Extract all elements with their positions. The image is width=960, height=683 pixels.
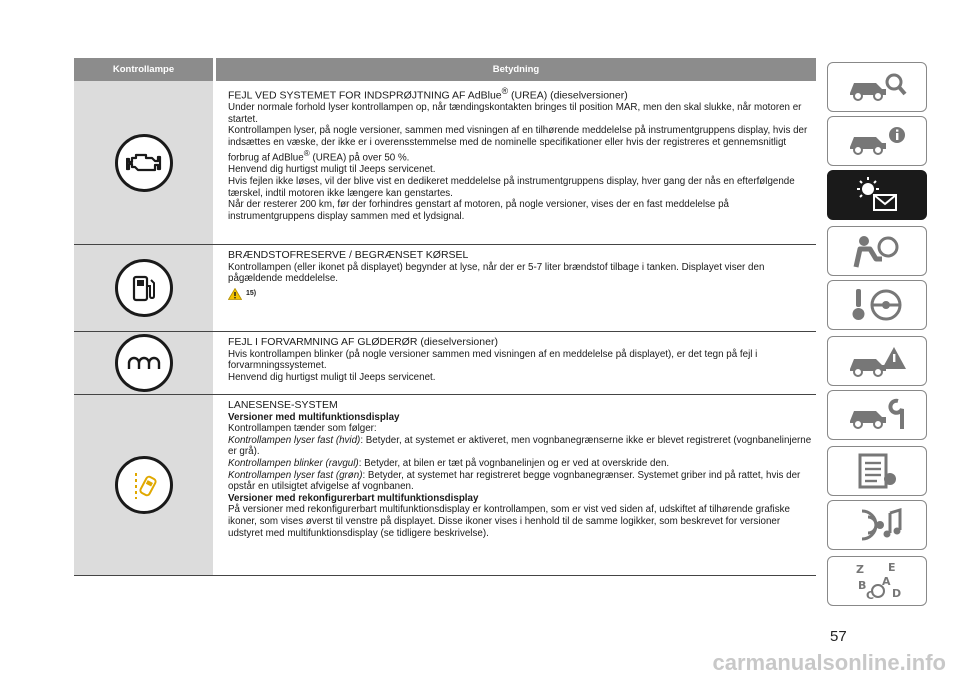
alphabet-index-icon (842, 559, 912, 603)
row-title: LANESENSE-SYSTEM (228, 399, 338, 411)
paragraph: Hvis fejlen ikke løses, vil der blive vist en dedikeret meddelelse på instrumentgruppens display, hver gang der nås en efterfølgende tærskel, indtil motoren ikke længere kan genstartes. (228, 175, 795, 199)
tab-car-info[interactable] (827, 116, 927, 166)
icon-cell (74, 81, 216, 244)
paragraph: Kontrollampen tænder som følger: (228, 423, 377, 435)
paragraph: Når der resterer 200 km, før der forhindres genstart af motoren, på nogle versioner, vises der en fast meddelelse på instrumentgruppens display sammen med et lydsignal. (228, 199, 729, 222)
svg-text:A: A (882, 575, 891, 588)
glow-plug-icon (115, 334, 173, 392)
paragraph: Hvis kontrollampen blinker (på nogle versioner sammen med visningen af en meddelelse på displayet), er det tegn på fejl i forvarmningssystemet. (228, 348, 758, 372)
description-cell (216, 245, 816, 331)
lane-sense-icon (115, 456, 173, 514)
list-item: Kontrollampen blinker (ravgul): Betyder, at bilen er tæt på vognbanelinjen og er ved at overskride den. (228, 457, 670, 469)
subheading: Versioner med rekonfigurerbart multifunktionsdisplay (228, 492, 479, 504)
paragraph: Henvend dig hurtigst muligt til Jeeps servicenet. (228, 164, 436, 176)
paragraph: Henvend dig hurtigst muligt til Jeeps servicenet. (228, 371, 436, 383)
warning-light-table (74, 58, 816, 576)
tab-emergency[interactable] (827, 336, 927, 386)
car-search-icon (842, 69, 912, 105)
description-cell (216, 332, 816, 394)
tab-multimedia[interactable] (827, 500, 927, 550)
header-betydning: Betydning (216, 58, 816, 81)
car-info-icon (842, 123, 912, 159)
tab-starting-driving[interactable] (827, 280, 927, 330)
tab-safety[interactable] (827, 226, 927, 276)
warning-triangle-icon (228, 288, 242, 300)
table-row (74, 81, 816, 245)
subheading: Versioner med multifunktionsdisplay (228, 411, 400, 423)
icon-cell (74, 395, 216, 575)
paragraph: Kontrollampen (eller ikonet på displayet) begynder at lyse, når der er 5-7 liter brændstof tilbage i tanken. Displayet viser den pågældende meddelelse. (228, 261, 765, 285)
tab-technical-data[interactable] (827, 446, 927, 496)
svg-text:Z: Z (856, 563, 864, 576)
car-crash-warning-icon (842, 341, 912, 381)
row-title: FEJL VED SYSTEMET FOR INDSPRØJTNING AF AdBlue® (UREA) (dieselversioner) (228, 86, 628, 102)
paragraph: Kontrollampen lyser, på nogle versioner, sammen med visningen af en tilhørende meddelelse på instrumentgruppens display, hvis der indsættes en væske, der ikke er i overensstemmelse med de nominelle specifikationer eller hvis der registreres et gennemsnitligt forbrug af AdBlue® (UREA) på over 50 %. (228, 125, 808, 164)
maintenance-list-icon (842, 451, 912, 491)
description-cell (216, 395, 816, 575)
tab-index[interactable] (827, 556, 927, 606)
airbag-person-icon (842, 231, 912, 271)
paragraph: Under normale forhold lyser kontrollampen op, når tændingskontakten bringes til position MAR, men den skal slukke, når motoren er startet. (228, 102, 802, 125)
table-row (74, 332, 816, 395)
table-row (74, 245, 816, 332)
car-wrench-icon (842, 395, 912, 435)
header-kontrollampe: Kontrollampe (74, 58, 216, 81)
svg-text:B: B (858, 579, 867, 592)
svg-text:E: E (888, 561, 896, 574)
description-cell (216, 81, 816, 244)
icon-cell (74, 332, 216, 394)
row-title: FEJL I FORVARMNING AF GLØDERØR (dieselversioner) (228, 336, 498, 348)
warning-light-message-icon (842, 175, 912, 215)
warning-ref-number: 15) (246, 289, 257, 297)
engine-icon (115, 134, 173, 192)
svg-text:C: C (866, 589, 875, 602)
warning-reference (228, 288, 256, 300)
tab-servicing[interactable] (827, 390, 927, 440)
row-title: BRÆNDSTOFRESERVE / BEGRÆNSET KØRSEL (228, 249, 469, 261)
page-number: 57 (830, 628, 847, 645)
table-row (74, 395, 816, 576)
table-header (74, 58, 816, 81)
svg-text:D: D (892, 587, 902, 600)
multimedia-icon (842, 505, 912, 545)
tab-car-search[interactable] (827, 62, 927, 112)
steering-wheel-key-icon (842, 285, 912, 325)
fuel-pump-icon (115, 259, 173, 317)
paragraph: På versioner med rekonfigurerbart multifunktionsdisplay er kontrollampen, som er vist ved siden af, udskiftet af tilhørende grafiske ikoner, som vises øverst til venstre på displayet. Disse ikoner vises i henhold til de samme logikker, som beskrevet for versioner udstyret med multifunktionsdisplay (se tidligere beskrivelse). (228, 504, 790, 539)
tab-warning-lights[interactable] (827, 170, 927, 220)
icon-cell (74, 245, 216, 331)
list-item: Kontrollampen lyser fast (grøn): Betyder, at systemet har registreret begge vognbanegrænser. Systemet griber ind på rattet, hvis der opstår en utilsigtet afvigelse af vognbanen. (228, 469, 801, 493)
footer-watermark: carmanualsonline.info (712, 650, 946, 675)
list-item: Kontrollampen lyser fast (hvid): Betyder, at systemet er aktiveret, men vognbanegrænserne ikke er blevet registreret (vognbanelinjerne er grå). (228, 434, 812, 458)
